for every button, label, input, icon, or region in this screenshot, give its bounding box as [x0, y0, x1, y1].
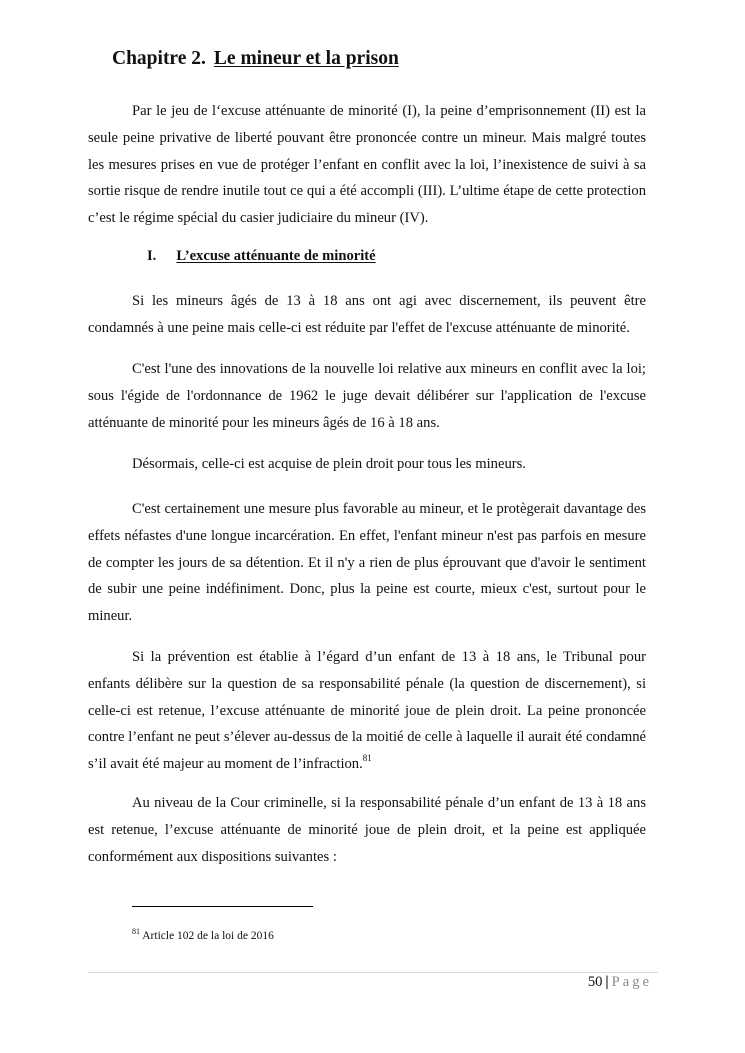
paragraph-5-text: Si la prévention est établie à l’égard d’un enfant de 13 à 18 ans, le Tribunal pour enfants délibère sur la question de sa responsabilité pénale (la question de discernement), si celle-ci est retenue, l’excuse atténuante de minorité joue de plein droit. La peine prononcée contre l’enfant ne peut s’élever au-dessus de la moitié de celle à laquelle il aurait été condamné s’il avait été majeur au moment de l’infraction.	[88, 649, 646, 773]
paragraph-1: Si les mineurs âgés de 13 à 18 ans ont agi avec discernement, ils peuvent être condamnés à une peine mais celle-ci est réduite par l'effet de l'excuse atténuante de minorité.	[88, 293, 646, 336]
paragraph-6: Au niveau de la Cour criminelle, si la responsabilité pénale d’un enfant de 13 à 18 ans est retenue, l’excuse atténuante de minorité joue de plein droit, et la peine est appliquée conformément aux dispositions suivantes :	[88, 795, 646, 865]
section-number: I.	[147, 248, 157, 264]
chapter-title: Le mineur et la prison	[213, 48, 399, 69]
paragraph-5	[88, 644, 646, 778]
footnote-separator	[132, 906, 313, 907]
page-number: 50	[587, 974, 603, 990]
chapter-heading	[112, 48, 399, 70]
section-heading	[147, 248, 376, 265]
footer-separator: |	[605, 974, 609, 990]
paragraph-2: C'est l'une des innovations de la nouvelle loi relative aux mineurs en conflit avec la loi; sous l'égide de l'ordonnance de 1962 le juge devait délibérer sur l'application de l'excuse atténuante de minorité pour les mineurs âgés de 16 à 18 ans.	[88, 361, 646, 431]
page-footer	[588, 974, 652, 991]
footnote-text: Article 102 de la loi de 2016	[142, 930, 274, 942]
chapter-number: Chapitre 2.	[112, 48, 206, 69]
footnote	[132, 927, 274, 942]
page-label: Page	[611, 974, 652, 990]
paragraph-4: C'est certainement une mesure plus favorable au mineur, et le protègerait davantage des effets néfastes d'une longue incarcération. En effet, l'enfant mineur n'est pas parfois en mesure de compter les jours de sa détention. Et il n'y a rien de plus éprouvant que d'avoir le sentiment de subir une peine indéfiniment. Donc, plus la peine est courte, mieux c'est, surtout pour le mineur.	[88, 501, 646, 625]
paragraph-3: Désormais, celle-ci est acquise de plein droit pour tous les mineurs.	[132, 456, 526, 472]
footer-divider	[88, 972, 658, 973]
footnote-reference[interactable]: 81	[362, 753, 372, 764]
section-title: L’excuse atténuante de minorité	[176, 248, 376, 264]
footnote-number: 81	[132, 927, 140, 936]
intro-paragraph: Par le jeu de l‘excuse atténuante de minorité (I), la peine d’emprisonnement (II) est la seule peine privative de liberté pouvant être prononcée contre un mineur. Mais malgré toutes les mesures prises en vue de protéger l’enfant en conflit avec la loi, l’inexistence de suivi à sa sortie risque de rendre inutile tout ce qui a été accompli (III). L’ultime étape de cette protection c’est le régime spécial du casier judiciaire du mineur (IV).	[88, 103, 646, 227]
